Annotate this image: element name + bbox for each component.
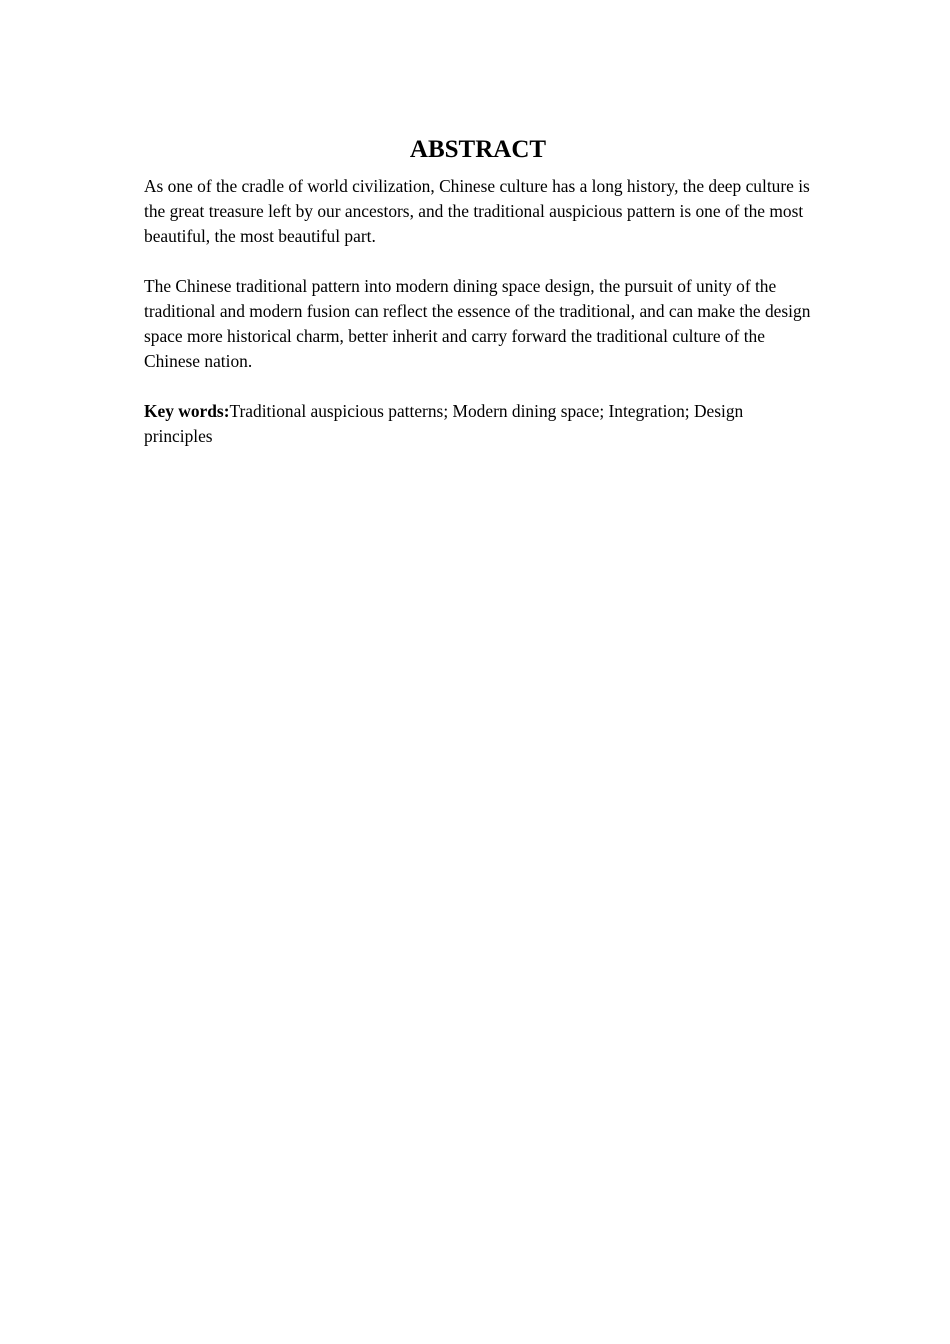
- keywords-label: Key words:: [144, 401, 230, 421]
- abstract-paragraph-1: As one of the cradle of world civilization, Chinese culture has a long history, the deep culture is the great treasure left by our ancestors, and the traditional auspicious pattern is one of the most beautiful, the most beautiful part.: [144, 176, 810, 246]
- abstract-section: [144, 134, 812, 474]
- keywords-paragraph: [144, 399, 812, 449]
- abstract-title: ABSTRACT: [409, 136, 547, 163]
- abstract-paragraph-2: The Chinese traditional pattern into modern dining space design, the pursuit of unity of the traditional and modern fusion can reflect the essence of the traditional, and can make the design space more historical charm, better inherit and carry forward the traditional culture of the Chinese nation.: [144, 276, 811, 371]
- keywords-text: Traditional auspicious patterns; Modern dining space; Integration; Design principles: [144, 401, 744, 446]
